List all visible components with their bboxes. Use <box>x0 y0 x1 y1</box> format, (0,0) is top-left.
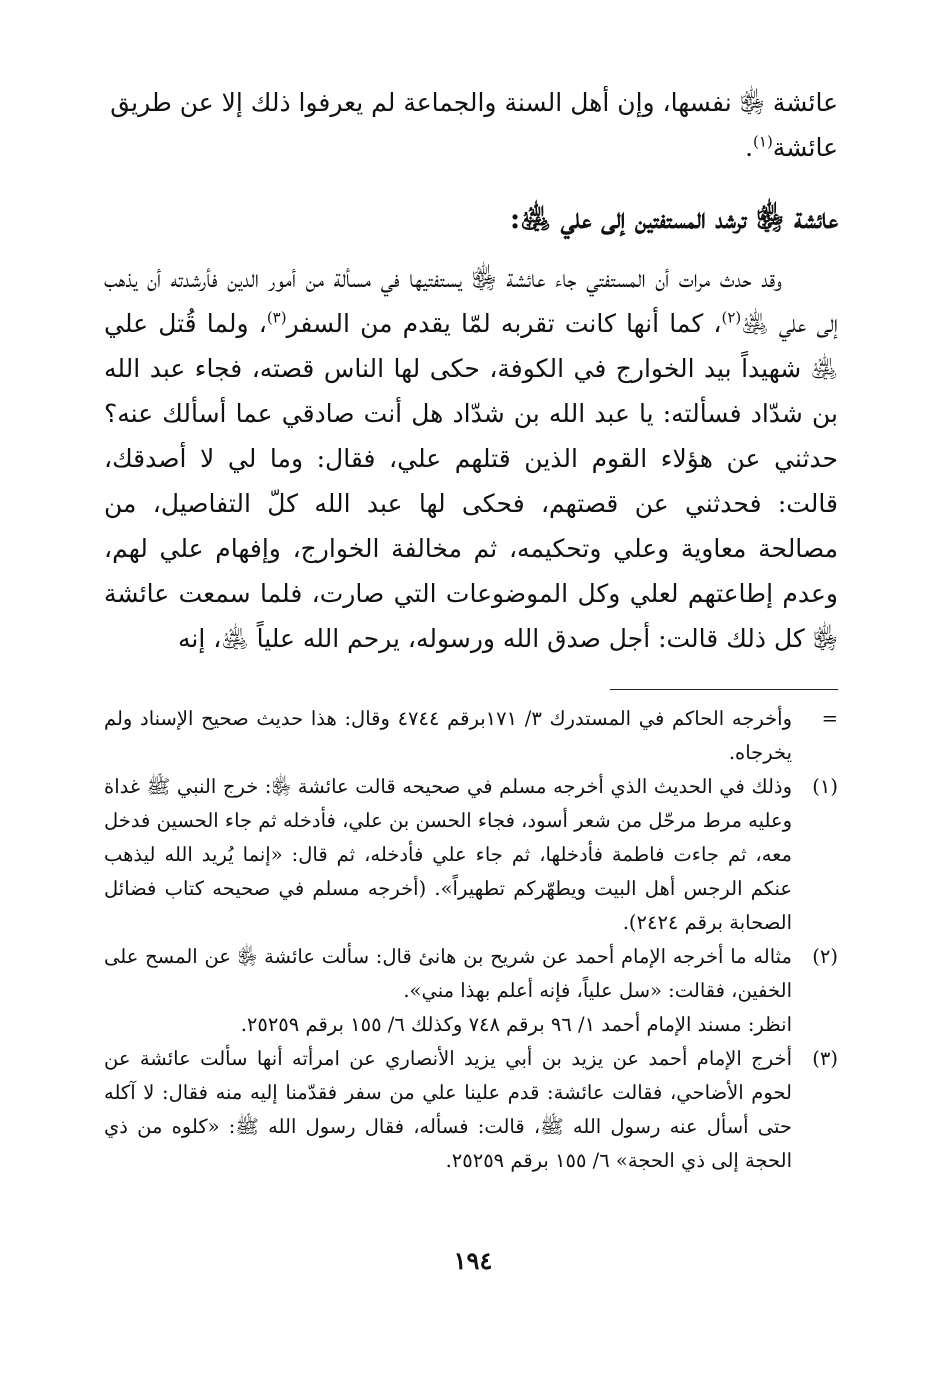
footnotes <box>104 702 838 1178</box>
intro-paragraph <box>104 80 838 170</box>
footnote-mark: = <box>821 707 838 730</box>
main-paragraph <box>104 256 838 661</box>
intro-end: . <box>745 133 754 162</box>
footnote-line: مثاله ما أخرجه الإمام أحمد عن شريح بن هانئ قال: سألت عائشة ﵂ عن المسح على الخفين، فقالت: «سل علياً، فإنه أعلم بهذا مني». <box>104 945 792 1002</box>
footnote-continuation <box>104 702 838 770</box>
footnote-ref-2: (٢) <box>721 308 742 327</box>
footnote-line: وأخرجه الحاكم في المستدرك ٣/ ١٧١برقم ٤٧٤٤ وقال: هذا حديث صحيح الإسناد ولم يخرجاه. <box>104 707 792 764</box>
footnote-text <box>104 770 792 940</box>
footnote-text <box>104 702 792 770</box>
main-part-2: ، كما أنها كانت تقربه لمّا يقدم من السفر <box>286 309 722 338</box>
main-part-3: ، ولما قُتل علي ﵁ شهيداً بيد الخوارج في الكوفة، حكى لها الناس قصته، فجاء عبد الله بن شدّاد فسألته: يا عبد الله بن شدّاد هل أنت صادقي عما أسألك عنه؟ حدثني عن هؤلاء القوم الذين قتلهم علي، فقال: وما لي لا أصدقك، قالت: فحدثني عن قصتهم، فحكى لها عبد الله كلّ التفاصيل، من مصالحة معاوية وعلي وتحكيمه، ثم مخالفة الخوارج، وإفهام علي لهم، وعدم إطاعتهم لعلي وكل الموضوعات التي صارت، فلما سمعت عائشة ﵂ كل ذلك قالت: أجل صدق الله ورسوله، يرحم الله علياً ﵁، إنه <box>104 309 838 653</box>
footnote-2 <box>104 940 838 1042</box>
page-number: ١٩٤ <box>453 1246 493 1275</box>
footnote-mark: (٢) <box>812 945 838 968</box>
footnote-mark: (٣) <box>812 1047 838 1070</box>
footnote-ref-1: (١) <box>753 132 773 151</box>
footnote-line: أخرج الإمام أحمد عن يزيد بن أبي يزيد الأنصاري عن امرأته أنها سألت عائشة عن لحوم الأضاحي، فقالت عائشة: قدم علينا علي من سفر فقدّمنا إليه منه فقال: لا آكله حتى أسأل عنه رسول الله ﷺ، قالت: فسأله، فقال رسول الله ﷺ: «كلوه من ذي الحجة إلى ذي الحجة» ٦/ ١٥٥ برقم ٢٥٢٥٩. <box>104 1047 792 1172</box>
section-heading: عائشة ﵂ ترشد المستفتين إلى علي ﵁: <box>509 202 838 235</box>
intro-line-1: عائشة ﵂ نفسها، وإن أهل السنة والجماعة لم يعرفوا ذلك إلا عن طريق <box>110 88 838 117</box>
footnote-3 <box>104 1042 838 1178</box>
footnote-ref-3: (٣) <box>266 308 287 327</box>
main-text <box>104 80 838 661</box>
footnote-text <box>104 1042 792 1178</box>
footnote-divider <box>610 689 838 690</box>
footnote-mark: (١) <box>812 775 838 798</box>
footnote-line: انظر: مسند الإمام أحمد ١/ ٩٦ برقم ٧٤٨ وكذلك ٦/ ١٥٥ برقم ٢٥٢٥٩. <box>240 1013 792 1036</box>
footnote-text <box>104 940 792 1042</box>
main-part-1: وقد حدث مرات أن المستفتي جاء عائشة ﵂ يستفتيها في مسألة من أمور الدين فأرشدته أن يذهب إلى علي ﵁ <box>104 264 838 338</box>
footnote-1 <box>104 770 838 940</box>
footnote-line: وذلك في الحديث الذي أخرجه مسلم في صحيحه قالت عائشة ﵂: خرج النبي ﷺ غداة وعليه مرط مرحّل من شعر أسود، فجاء الحسن بن علي، فأدخله ثم جاء الحسين فدخل معه، ثم جاءت فاطمة فأدخلها، ثم جاء علي فأدخله، ثم قال: «إنما يُريد الله ليذهب عنكم الرجس أهل البيت ويطهّركم تطهيراً». (أخرجه مسلم في صحيحه كتاب فضائل الصحابة برقم ٢٤٢٤). <box>104 775 792 934</box>
intro-line-2: عائشة <box>772 133 838 162</box>
